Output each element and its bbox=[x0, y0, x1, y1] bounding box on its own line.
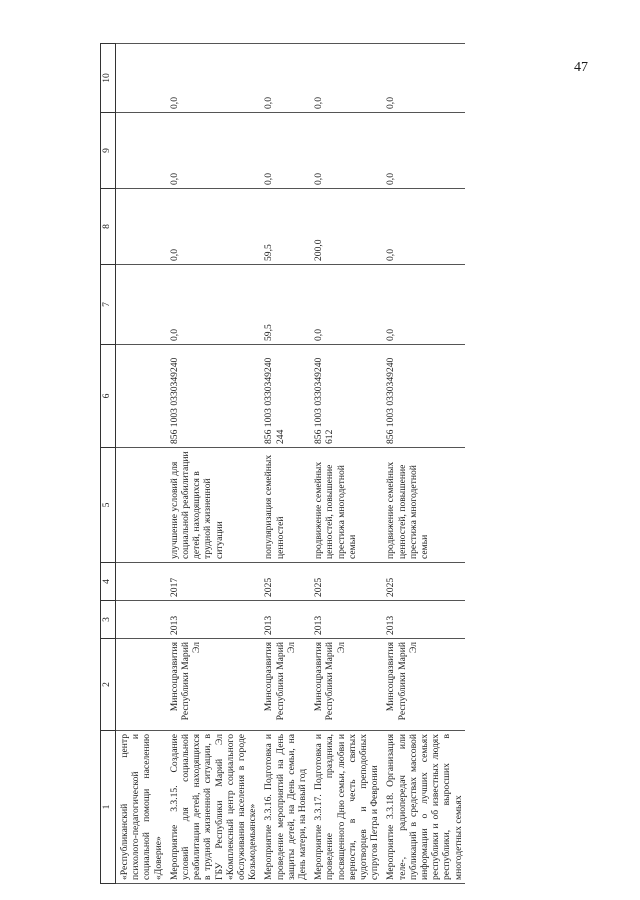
budget-code-cell: 856 1003 0330349240 244 bbox=[259, 345, 309, 448]
value-cell: 0,0 bbox=[165, 265, 260, 345]
end-year-cell: 2025 bbox=[259, 563, 309, 601]
value-cell: 0,0 bbox=[309, 44, 381, 113]
value-cell: 0,0 bbox=[165, 189, 260, 265]
table-row bbox=[165, 44, 260, 884]
result-cell: популяризация семейных ценностей bbox=[259, 448, 309, 563]
column-header: 4 bbox=[101, 563, 116, 601]
value-cell: 0,0 bbox=[309, 113, 381, 189]
end-year-cell: 2025 bbox=[381, 563, 464, 601]
end-year-cell bbox=[116, 563, 165, 601]
measure-name-cell: Мероприятие 3.3.15. Создание условий для социальной реабилитации детей, находящихся в трудной жизненной ситуации, в ГБУ Республики Марий Эл «Комплексный центр социального обслуживания населения в городе Козьмодемьянске» bbox=[165, 731, 260, 884]
value-cell bbox=[116, 189, 165, 265]
executor-cell: Минсоцразвития Республики Марий Эл bbox=[381, 639, 464, 731]
program-measures-table bbox=[100, 43, 465, 884]
value-cell: 59,5 bbox=[259, 189, 309, 265]
column-header: 5 bbox=[101, 448, 116, 563]
value-cell: 0,0 bbox=[309, 265, 381, 345]
column-header: 6 bbox=[101, 345, 116, 448]
value-cell: 0,0 bbox=[165, 44, 260, 113]
end-year-cell: 2025 bbox=[309, 563, 381, 601]
end-year-cell: 2017 bbox=[165, 563, 260, 601]
table-row bbox=[309, 44, 381, 884]
value-cell bbox=[116, 113, 165, 189]
value-cell: 0,0 bbox=[381, 44, 464, 113]
executor-cell: Минсоцразвития Республики Марий Эл bbox=[165, 639, 260, 731]
value-cell: 0,0 bbox=[381, 113, 464, 189]
budget-code-cell bbox=[116, 345, 165, 448]
start-year-cell bbox=[116, 601, 165, 639]
result-cell: продвижение семейных ценностей, повышение престижа многодетной семьи bbox=[309, 448, 381, 563]
measure-name-cell: Мероприятие 3.3.17. Подготовка и проведение праздника, посвященного Дню семьи, любви и верности, в честь святых чудотворцев и преподобных супругов Петра и Февронии bbox=[309, 731, 381, 884]
start-year-cell: 2013 bbox=[259, 601, 309, 639]
value-cell: 0,0 bbox=[165, 113, 260, 189]
value-cell bbox=[116, 265, 165, 345]
executor-cell: Минсоцразвития Республики Марий Эл bbox=[259, 639, 309, 731]
column-number-row bbox=[101, 44, 116, 884]
value-cell: 0,0 bbox=[381, 189, 464, 265]
start-year-cell: 2013 bbox=[381, 601, 464, 639]
measure-name-cell: «Республиканский центр психолого-педагогической и социальной помощи населению «Доверие» bbox=[116, 731, 165, 884]
column-header: 7 bbox=[101, 265, 116, 345]
start-year-cell: 2013 bbox=[309, 601, 381, 639]
start-year-cell: 2013 bbox=[165, 601, 260, 639]
executor-cell bbox=[116, 639, 165, 731]
column-header: 8 bbox=[101, 189, 116, 265]
page-number: 47 bbox=[574, 60, 588, 75]
executor-cell: Минсоцразвития Республики Марий Эл bbox=[309, 639, 381, 731]
value-cell: 0,0 bbox=[259, 113, 309, 189]
value-cell: 200,0 bbox=[309, 189, 381, 265]
table-row bbox=[116, 44, 165, 884]
column-header: 10 bbox=[101, 44, 116, 113]
result-cell bbox=[116, 448, 165, 563]
value-cell bbox=[116, 44, 165, 113]
table-row bbox=[381, 44, 464, 884]
table-row bbox=[259, 44, 309, 884]
result-cell: улучшение условий для социальной реабилитации детей, находящихся в трудной жизненной ситуации bbox=[165, 448, 260, 563]
rotated-table-container bbox=[100, 44, 640, 884]
budget-code-cell: 856 1003 0330349240 bbox=[381, 345, 464, 448]
column-header: 3 bbox=[101, 601, 116, 639]
column-header: 9 bbox=[101, 113, 116, 189]
measure-name-cell: Мероприятие 3.3.16. Подготовка и проведение мероприятий на День защиты детей, на День семьи, на День матери, на Новый год bbox=[259, 731, 309, 884]
result-cell: продвижение семейных ценностей, повышение престижа многодетной семьи bbox=[381, 448, 464, 563]
value-cell: 0,0 bbox=[381, 265, 464, 345]
value-cell: 0,0 bbox=[259, 44, 309, 113]
column-header: 2 bbox=[101, 639, 116, 731]
budget-code-cell: 856 1003 0330349240 bbox=[165, 345, 260, 448]
column-header: 1 bbox=[101, 731, 116, 884]
value-cell: 59,5 bbox=[259, 265, 309, 345]
budget-code-cell: 856 1003 0330349240 612 bbox=[309, 345, 381, 448]
measure-name-cell: Мероприятие 3.3.18. Организация теле-, радиопередач или публикаций в средствах массовой информации о лучших семьях республики и об известных людях республики, выросших в многодетных семьях bbox=[381, 731, 464, 884]
